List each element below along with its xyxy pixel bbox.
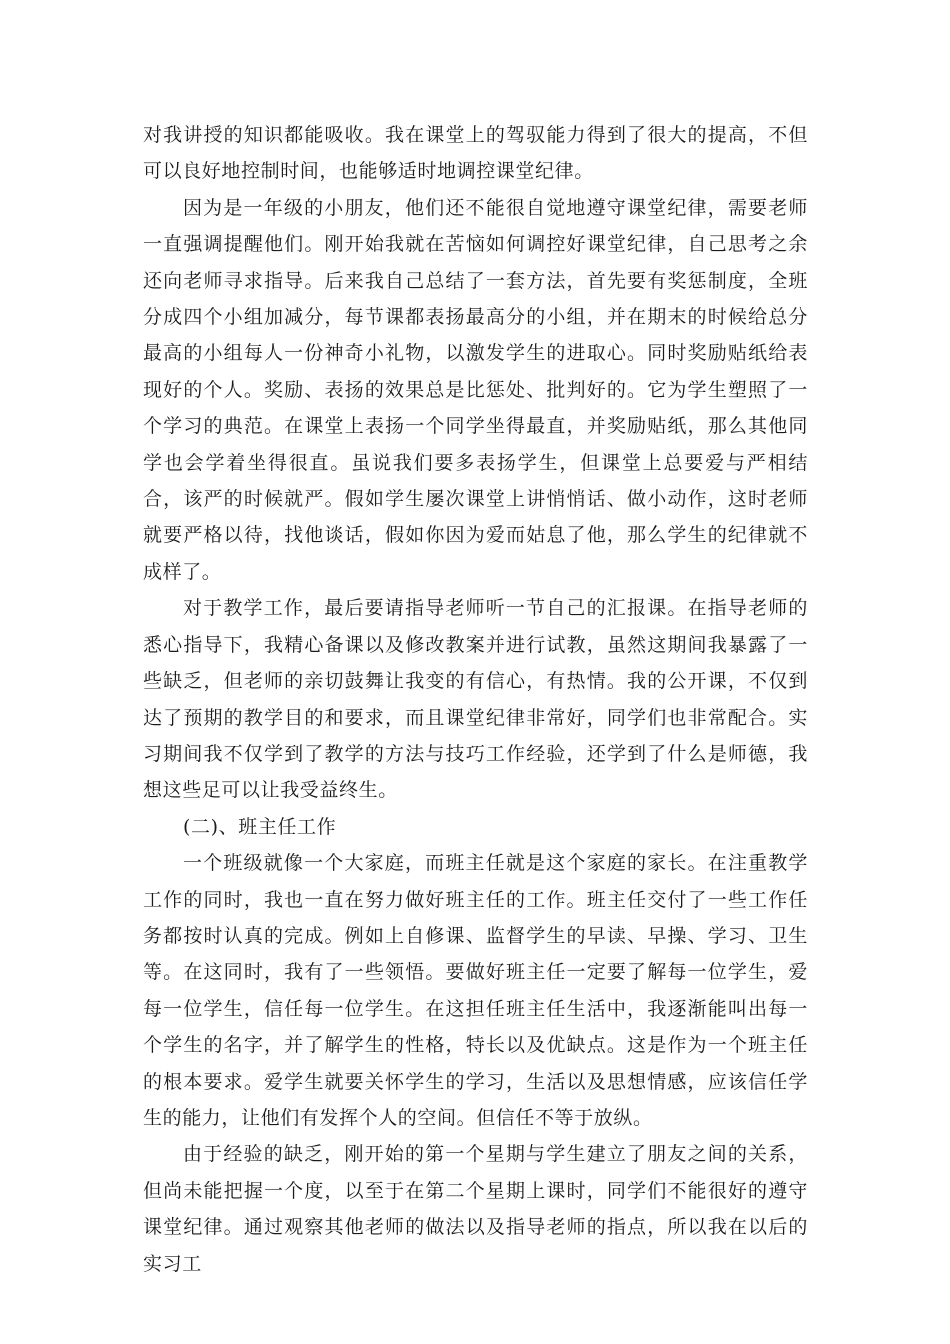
paragraph-3: 对于教学工作，最后要请指导老师听一节自己的汇报课。在指导老师的悉心指导下，我精心备课以及修改教案并进行试教，虽然这期间我暴露了一些缺乏，但老师的亲切鼓舞让我变的有信心，有热情。我的公开课，不仅到达了预期的教学目的和要求，而且课堂纪律非常好，同学们也非常配合。实习期间我不仅学到了教学的方法与技巧工作经验，还学到了什么是师德，我想这些足可以让我受益终生。 (143, 597, 808, 802)
paragraph-4: 一个班级就像一个大家庭，而班主任就是这个家庭的家长。在注重教学工作的同时，我也一直在努力做好班主任的工作。班主任交付了一些工作任务都按时认真的完成。例如上自修课、监督学生的早读、早操、学习、卫生等。在这同时，我有了一些领悟。要做好班主任一定要了解每一位学生，爱每一位学生，信任每一位学生。在这担任班主任生活中，我逐渐能叫出每一个学生的名字，并了解学生的性格，特长以及优缺点。这是作为一个班主任的根本要求。爱学生就要关怀学生的学习，生活以及思想情感，应该信任学生的能力，让他们有发挥个人的空间。但信任不等于放纵。 (143, 852, 808, 1129)
document-body (143, 117, 808, 1282)
section-heading-class-teacher: (二)、班主任工作 (183, 815, 337, 838)
paragraph-1: 对我讲授的知识都能吸收。我在课堂上的驾驭能力得到了很大的提高，不但可以良好地控制时间，也能够适时地调控课堂纪律。 (143, 124, 808, 183)
paragraph-5: 由于经验的缺乏，刚开始的第一个星期与学生建立了朋友之间的关系，但尚未能把握一个度，以至于在第二个星期上课时，同学们不能很好的遵守课堂纪律。通过观察其他老师的做法以及指导老师的指点，所以我在以后的实习工 (143, 1143, 808, 1275)
paragraph-2: 因为是一年级的小朋友，他们还不能很自觉地遵守课堂纪律，需要老师一直强调提醒他们。刚开始我就在苦恼如何调控好课堂纪律，自己思考之余还向老师寻求指导。后来我自己总结了一套方法，首先要有奖惩制度，全班分成四个小组加减分，每节课都表扬最高分的小组，并在期末的时候给总分最高的小组每人一份神奇小礼物，以激发学生的进取心。同时奖励贴纸给表现好的个人。奖励、表扬的效果总是比惩处、批判好的。它为学生塑照了一个学习的典范。在课堂上表扬一个同学坐得最直，并奖励贴纸，那么其他同学也会学着坐得很直。虽说我们要多表扬学生，但课堂上总要爱与严相结合，该严的时候就严。假如学生屡次课堂上讲悄悄话、做小动作，这时老师就要严格以待，找他谈话，假如你因为爱而姑息了他，那么学生的纪律就不成样了。 (143, 196, 808, 583)
